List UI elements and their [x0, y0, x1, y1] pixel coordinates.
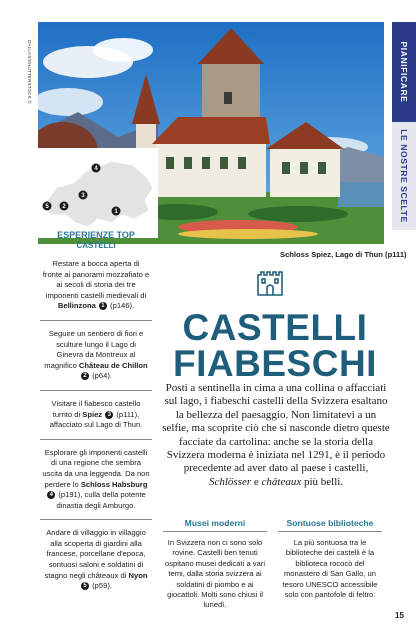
column-title: Sontuose biblioteche [278, 518, 382, 532]
section-tab [392, 22, 416, 230]
tab-subsection: LE NOSTRE SCELTE [392, 122, 416, 230]
article-intro: Posti a sentinella in cima a una collina o affacciati sul lago, i fiabeschi castelli della Svizzera esaltano la bellezza del paesaggio. Non limitatevi a un selfie, ma scoprite ciò che si nasconde dietro queste facciate da cartolina: anche se la storia della Svizzera moderna è iniziata nel 1291, è il periodo precedente ad aver dato al paese i castelli, Schlösser e châteaux più belli. [162, 382, 390, 488]
column-text: In Svizzera non ci sono solo rovine. Castelli ben tenuti ospitano musei dedicati a vari temi, dalla storia svizzera ai soldatini di piombo e ai giocattoli. Molti sono chiusi il lunedì. [164, 538, 266, 610]
column-text: La più sontuosa tra le biblioteche dei castelli è la biblioteca rococò del monastero di San Gallo, un tesoro UNESCO accessibile solo con pantofole di feltro. [282, 538, 378, 600]
map-marker-5 [43, 202, 52, 211]
map-marker-2 [60, 202, 69, 211]
sidebar-item: Esplorare gli imponenti castelli di una regione che sembra uscita da una leggenda. Da non perdere lo Schloss Habsburg 4 (p191), culla della potente dinastia degli Amburgo. [40, 448, 152, 521]
column-title: Musei moderni [163, 518, 267, 532]
map-marker-3 [79, 191, 88, 200]
sidebar-subheading: CASTELLI [76, 241, 116, 250]
article-title: CASTELLI FIABESCHI [173, 307, 377, 384]
sidebar-item: Seguire un sentiero di fiori e sculture lungo il Lago di Ginevra da Montreux al magnifico Château de Chillon 2 (p64). [40, 329, 152, 391]
map-marker-1 [112, 207, 121, 216]
svg-text:5: 5 [45, 204, 49, 210]
top-experiences-sidebar [40, 230, 152, 608]
sidebar-item: Restare a bocca aperta di fronte ai panorami mozzafiato e ai secoli di storia dei tre imponenti castelli medievali di Bellinzona 1 (p146). [40, 259, 152, 321]
photo-caption: Schloss Spiez, Lago di Thun (p111) [280, 250, 407, 259]
photo-credit: DALLAS/SHUTTERSTOCK © [27, 40, 32, 104]
switzerland-map [36, 148, 158, 238]
number-badge: 2 [81, 372, 89, 380]
column-musei-moderni [163, 518, 267, 611]
tab-section: PIANIFICARE [392, 22, 416, 122]
sidebar-item: Visitare il fiabesco castello turrito di Spiez 3 (p111), affacciato sul Lago di Thun. [40, 399, 152, 440]
svg-text:1: 1 [114, 209, 118, 215]
number-badge: 1 [99, 302, 107, 310]
sidebar-heading: ESPERIENZE TOP [57, 230, 135, 240]
number-badge: 5 [81, 582, 89, 590]
castle-icon [255, 267, 285, 297]
sidebar-item: Andare di villaggio in villaggio alla scoperta di giardini alla francese, porcellane d'epoca, sontuosi saloni e soldatini di stagno negli châteaux di Nyon 5 (p59). [44, 528, 148, 591]
column-sontuose-biblioteche [278, 518, 382, 600]
svg-text:3: 3 [81, 193, 85, 199]
page-number: 15 [395, 611, 404, 620]
svg-text:2: 2 [62, 204, 66, 210]
svg-text:4: 4 [94, 166, 98, 172]
number-badge: 4 [47, 491, 55, 499]
map-marker-4 [92, 164, 101, 173]
number-badge: 3 [105, 411, 113, 419]
